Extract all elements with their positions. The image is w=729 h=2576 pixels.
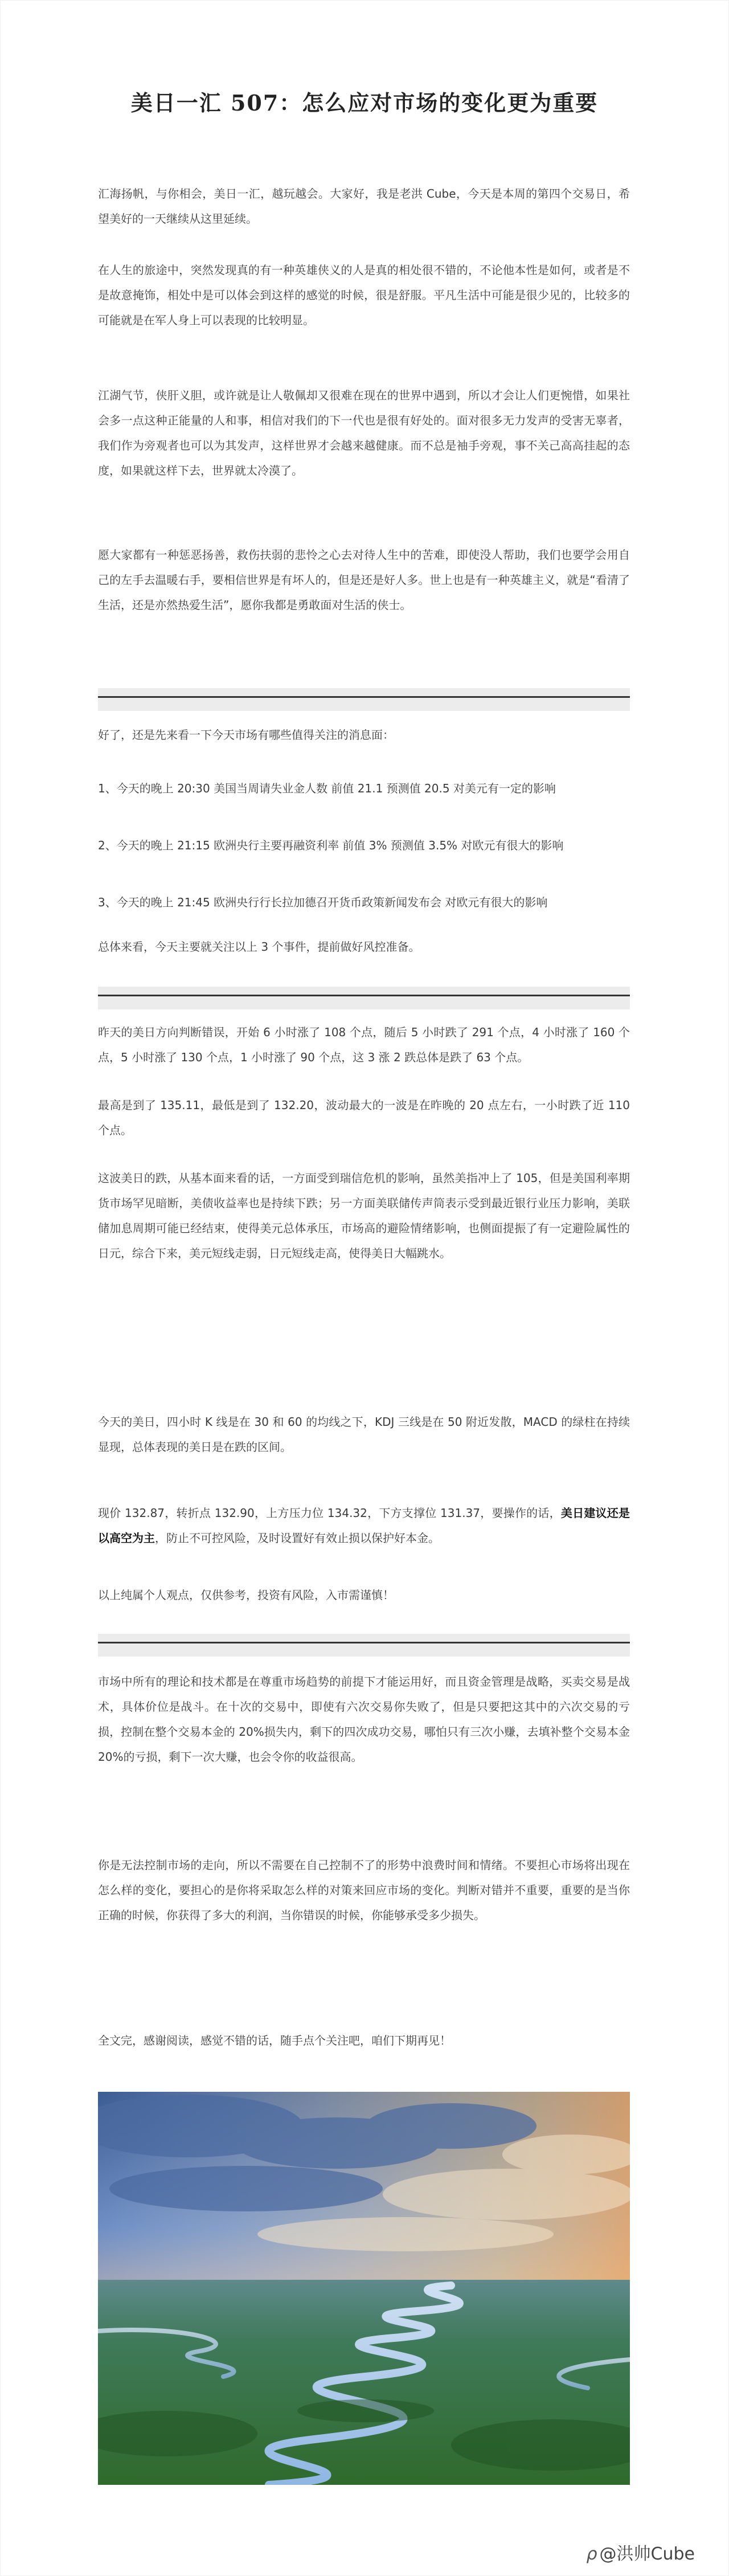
analysis-paragraph-5 (98, 1500, 630, 1551)
closing-paragraph-2 (98, 1853, 630, 1928)
intro-paragraph-2 (98, 257, 630, 333)
article-title: 美日一汇 507：怎么应对市场的变化更为重要 (130, 90, 599, 116)
closing-paragraph-1 (98, 1669, 630, 1769)
analysis-paragraph-4 (98, 1409, 630, 1459)
landscape-photo (98, 2092, 630, 2485)
paragraph-text: 这波美日的跌，从基本面来看的话，一方面受到瑞信危机的影响，虽然美指冲上了 105，但是美国利率期货市场罕见暗断，美债收益率也是持续下跌；另一方面美联储传声筒表示受到最近银行业压力影响，美联储加息周期可能已经结束，使得美元总体承压，市场高的避险情绪影响，也侧面提振了有一定避险属性的日元，综合下来，美元短线走弱，日元短线走高，使得美日大幅跳水。 (98, 1171, 630, 1260)
watermark-label: @洪帅Cube (599, 2544, 695, 2564)
paragraph-text: 今天的美日，四小时 K 线是在 30 和 60 的均线之下，KDJ 三线是在 50 附近发散，MACD 的绿柱在持续显现，总体表现的美日是在跌的区间。 (98, 1415, 630, 1454)
paragraph-text: 市场中所有的理论和技术都是在尊重市场趋势的前提下才能运用好，而且资金管理是战略，买卖交易是战术，具体价位是战斗。在十次的交易中，即使有六次交易你失败了，但是只要把这其中的六次交易的亏损，控制在整个交易本金的 20%损失内，剩下的四次成功交易，哪怕只有三次小赚，去填补整个交易本金 20%的亏损，剩下一次大赚，也会令你的收益很高。 (98, 1675, 630, 1764)
divider-line (98, 995, 630, 996)
analysis-recommendation: 美日建议还是以高空为主 (98, 1506, 630, 1545)
intro-paragraph-4 (98, 542, 630, 618)
news-summary (98, 934, 630, 959)
disclaimer-text: 以上纯属个人观点，仅供参考，投资有风险，入市需谨慎！ (98, 1588, 394, 1602)
news-item-3 (98, 890, 630, 915)
paragraph-text: 江湖气节，侠肝义胆，或许就是让人敬佩却又很难在现在的世界中遇到，所以才会让人们更惋惜，如果社会多一点这种正能量的人和事，相信对我们的下一代也是很有好处的。面对很多无力发声的受害无辜者，我们作为旁观者也可以为其发声，这样世界才会越来越健康。而不总是袖手旁观，事不关己高高挂起的态度，如果就这样下去，世界就太冷漠了。 (98, 389, 630, 477)
paragraph-text: 总体来看，今天主要就关注以上 3 个事件，提前做好风控准备。 (98, 940, 420, 954)
analysis-paragraph-3 (98, 1166, 630, 1266)
closing-paragraph-3 (98, 2028, 630, 2053)
paragraph-text: 好了，还是先来看一下今天市场有哪些值得关注的消息面： (98, 728, 394, 742)
paragraph-text (98, 1500, 630, 1551)
divider-line (98, 696, 630, 698)
news-item-text: 2、今天的晚上 21:15 欧洲央行主要再融资利率 前值 3% 预测值 3.5% 对欧元有很大的影响 (98, 839, 564, 852)
paragraph-text: 愿大家都有一种惩恶扬善，救伤扶弱的悲怜之心去对待人生中的苦难，即使没人帮助，我们也要学会用自己的左手去温暖右手，要相信世界是有坏人的，但是还是好人多。世上也是有一种英雄主义，就是“看清了生活，还是亦然热爱生活”，愿你我都是勇敢面对生活的侠士。 (98, 548, 630, 612)
paragraph-text: 全文完，感谢阅读，感觉不错的话，随手点个关注吧，咱们下期再见！ (98, 2034, 451, 2047)
divider-line (98, 1642, 630, 1643)
section-divider-1 (98, 688, 630, 711)
analysis-paragraph-2 (98, 1093, 630, 1143)
author-watermark (586, 2540, 695, 2565)
paragraph-text: 你是无法控制市场的走向，所以不需要在自己控制不了的形势中浪费时间和情绪。不要担心市场将出现在怎么样的变化，要担心的是你将采取怎么样的对策来回应市场的变化。判断对错并不重要，重要的是当你正确的时候，你获得了多大的利润，当你错误的时候，你能够承受多少损失。 (98, 1858, 630, 1922)
section-divider-2 (98, 987, 630, 1009)
paragraph-text: 汇海扬帆，与你相会，美日一汇，越玩越会。大家好，我是老洪 Cube，今天是本周的第四个交易日，希望美好的一天继续从这里延续。 (98, 187, 630, 226)
analysis-text: 现价 132.87，转折点 132.90，上方压力位 134.32，下方支撑位 131.37，要操作的话， (98, 1506, 561, 1520)
landscape-illustration (98, 2092, 630, 2485)
section-divider-3 (98, 1634, 630, 1657)
intro-paragraph-3 (98, 383, 630, 483)
news-item-text: 3、今天的晚上 21:45 欧洲央行行长拉加德召开货币政策新闻发布会 对欧元有很大的影响 (98, 896, 548, 909)
news-item-text: 1、今天的晚上 20:30 美国当周请失业金人数 前值 21.1 预测值 20.5 对美元有一定的影响 (98, 782, 556, 795)
analysis-text: ，防止不可控风险，及时设置好有效止损以保护好本金。 (155, 1531, 440, 1545)
news-item-1 (98, 776, 630, 801)
news-intro (98, 722, 630, 747)
analysis-paragraph-1 (98, 1020, 630, 1070)
watermark-logo-icon: ρ (586, 2544, 597, 2564)
paragraph-text: 最高是到了 135.11，最低是到了 132.20，波动最大的一波是在昨晚的 20 点左右，一小时跌了近 110 个点。 (98, 1098, 630, 1137)
analysis-paragraph-6 (98, 1583, 630, 1608)
news-item-2 (98, 833, 630, 858)
paragraph-text: 昨天的美日方向判断错误，开始 6 小时涨了 108 个点，随后 5 小时跌了 291 个点，4 小时涨了 160 个点，5 小时涨了 130 个点，1 小时涨了 90 个点，这 3 涨 2 跌总体是跌了 63 个点。 (98, 1025, 630, 1064)
paragraph-text: 在人生的旅途中，突然发现真的有一种英雄侠义的人是真的相处很不错的，不论他本性是如何，或者是不是故意掩饰，相处中是可以体会到这样的感觉的时候，很是舒服。平凡生活中可能是很少见的，比较多的可能就是在军人身上可以表现的比较明显。 (98, 263, 630, 327)
intro-paragraph-1 (98, 181, 630, 231)
